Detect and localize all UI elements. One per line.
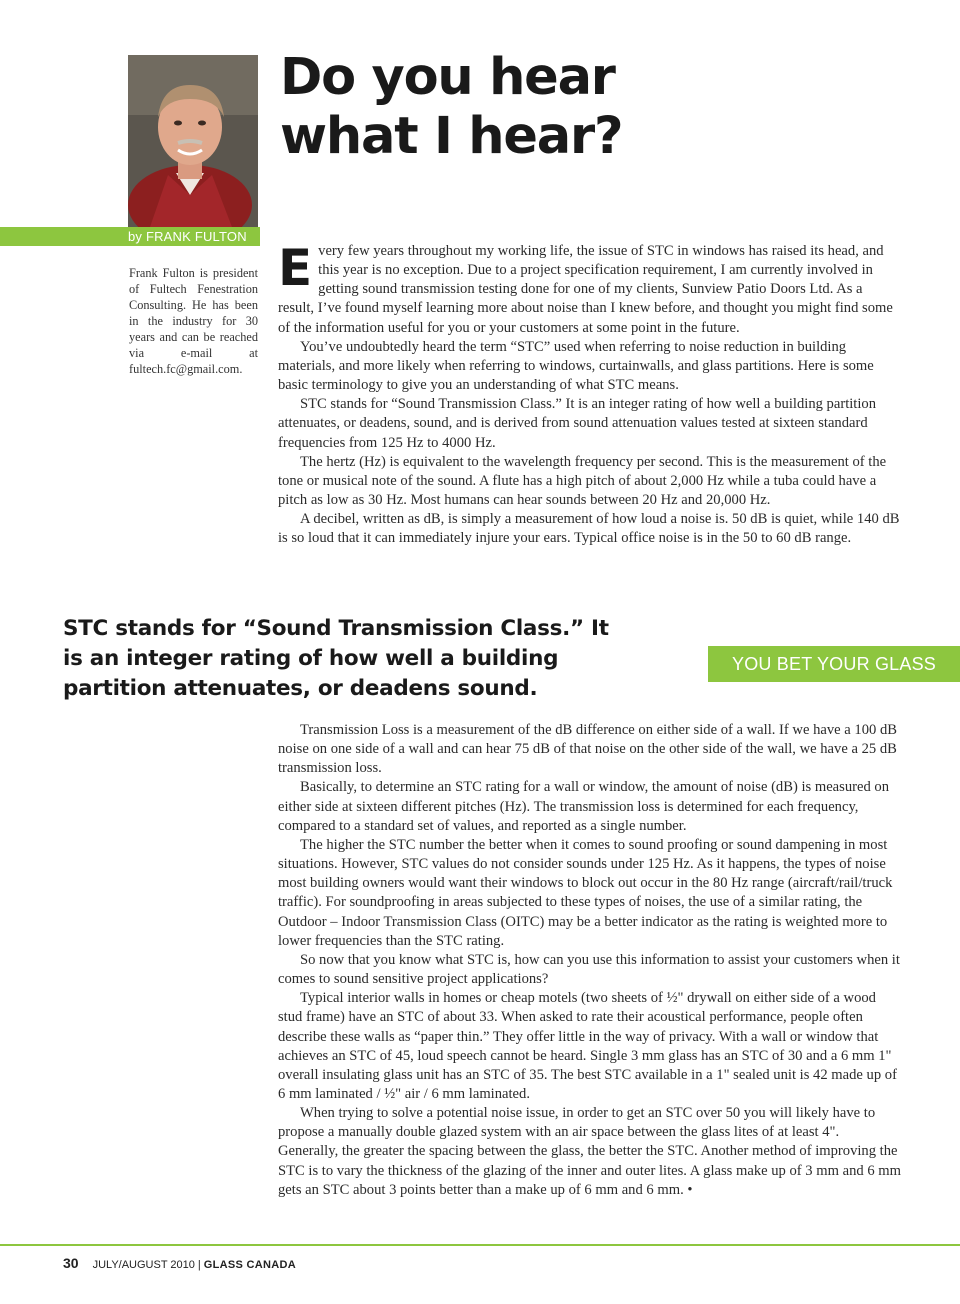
paragraph: So now that you know what STC is, how can you use this information to assist your customers when it comes to sound sensitive project applications? [278, 951, 900, 988]
paragraph: The hertz (Hz) is equivalent to the wavelength frequency per second. This is the measurement of the tone or musical note of the sound. A flute has a high pitch of about 2,000 Hz while a tuba could have a pitch as low as 30 Hz. Most humans can hear sounds between 20 Hz and 20,000 Hz. [278, 453, 887, 509]
section-tag: YOU BET YOUR GLASS [708, 646, 960, 682]
byline: by FRANK FULTON [128, 229, 247, 244]
paragraph: Typical interior walls in homes or cheap motels (two sheets of ½" drywall on either side of a wood stud frame) have an STC of about 33. When asked to rate their acoustical performance, people often describe these walls as “paper thin.” They offer little in the way of privacy. With a wall or window that achieves an STC of 45, loud speech cannot be heard. Single 3 mm glass has an STC of 30 and a 6 mm 1" overall insulating glass unit has an STC of 35. The best STC available in a 1" sealed unit is 42 made up of 6 mm laminated / ½" air / 6 mm laminated. [278, 990, 897, 1102]
author-bio: Frank Fulton is president of Fultech Fenestration Consulting. He has been in the industry for 30 years and can be reached via e-mail at fultech.fc@gmail.com. [129, 266, 258, 376]
paragraph: You’ve undoubtedly heard the term “STC” used when referring to noise reduction in building materials, and more likely when referring to windows, curtainwalls, and glass partitions. Here is some basic terminology to give you an understanding of what STC means. [278, 338, 874, 394]
page-number: 30 [63, 1255, 79, 1271]
issue-date: JULY/AUGUST 2010 [92, 1259, 195, 1271]
paragraph: When trying to solve a potential noise issue, in order to get an STC over 50 you will likely have to propose a manually double glazed system with an air space between the glass lites of at least 4". Generally, the greater the spacing between the glass, the better the STC. Another method of improving the STC is to vary the thickness of the glazing of the inner and outer lites. A glass make up of 3 mm and 6 mm gets an STC about 3 points better than a make up of 6 mm and 6 mm. • [278, 1105, 901, 1198]
magazine-name: GLASS CANADA [203, 1259, 296, 1271]
paragraph: The higher the STC number the better when it comes to sound proofing or sound dampening in most situations. However, STC values do not consider sounds under 125 Hz. As it happens, the types of noise most building owners would want their windows to block out occur in the 80 Hz range (aircraft/rail/truck traffic). For soundproofing in areas subjected to these types of noises, the use of a similar rating, the Outdoor – Indoor Transmission Class (OITC) may be a better indicator as the rating is weighted more to lower frequencies than the STC rating. [278, 836, 893, 949]
paragraph: Basically, to determine an STC rating for a wall or window, the amount of noise (dB) is measured on either side at sixteen different pitches (Hz). The transmission loss is determined for each frequency, compared to a standard set of values, and reported as a single number. [278, 779, 890, 834]
article-body-top [278, 239, 902, 549]
footer-rule [0, 1244, 960, 1246]
author-photo [128, 55, 258, 227]
article-title: Do you hear what I hear? [280, 48, 623, 166]
pull-quote: STC stands for “Sound Transmission Class.” It is an integer rating of how well a building partition attenuates, or deadens sound. [63, 616, 609, 701]
paragraph: Every few years throughout my working life, the issue of STC in windows has raised its head, and this year is no exception. Due to a project specification requirement, I am currently involved in getting sound transmission testing done for one of my clients, Sunview Patio Doors Ltd. As a result, I’ve found myself learning more about noise than I knew before, and thought you might find some of the information useful for you or your customers at some point in the future. [278, 239, 893, 336]
drop-cap: E [278, 239, 313, 297]
footer-separator: | [197, 1259, 201, 1271]
page-footer [63, 1255, 296, 1271]
article-body-bottom [278, 721, 902, 1200]
paragraph: Transmission Loss is a measurement of the dB difference on either side of a wall. If we have a 100 dB noise on one side of a wall and can hear 75 dB of that noise on the other side of the wall, we have a 25 dB transmission loss. [278, 722, 897, 777]
paragraph: A decibel, written as dB, is simply a measurement of how loud a noise is. 50 dB is quiet, while 140 dB is so loud that it can immediately injure your ears. Typical office noise is in the 50 to 60 dB range. [278, 511, 900, 547]
paragraph: STC stands for “Sound Transmission Class.” It is an integer rating of how well a building partition attenuates, or deadens, sound, and is derived from sound attenuation values tested at sixteen standard frequencies from 125 Hz to 4000 Hz. [278, 396, 877, 451]
